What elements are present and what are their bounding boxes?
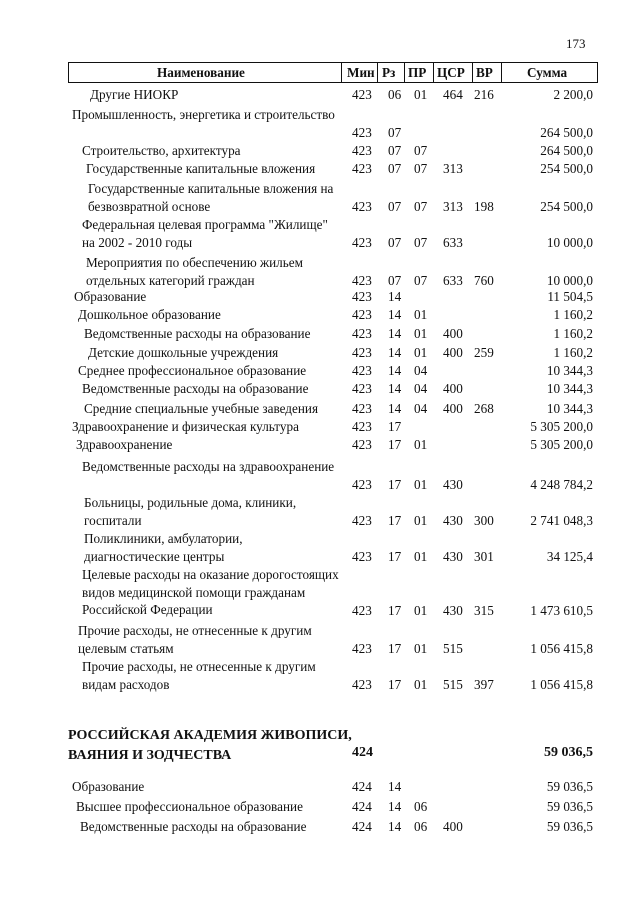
row-name: Образование: [74, 289, 147, 304]
row-csr: 430: [443, 513, 463, 528]
row-sum: 10 344,3: [546, 381, 593, 396]
row-pr: 01: [414, 641, 428, 656]
row-name: Ведомственные расходы на здравоохранение: [82, 459, 335, 474]
row-rz: 14: [388, 326, 402, 341]
row-min: 423: [352, 161, 372, 176]
row-sum: 264 500,0: [540, 125, 593, 140]
row-vr: 760: [474, 273, 494, 288]
header-min: Мин: [347, 65, 375, 80]
row-name: Здравоохранение и физическая культура: [72, 419, 299, 434]
row-min: 423: [352, 437, 372, 452]
row-min: 423: [352, 307, 372, 322]
row-pr: 07: [414, 235, 428, 250]
row-rz: 17: [388, 477, 402, 492]
row-name: Целевые расходы на оказание дорогостоящих видов медицинской помощи гражданам Российской Федерации: [82, 567, 339, 617]
row-min: 424: [352, 819, 372, 834]
row-name: Федеральная целевая программа "Жилище" на 2002 - 2010 годы: [82, 217, 328, 250]
row-pr: 06: [414, 819, 428, 834]
row-pr: 04: [414, 381, 428, 396]
row-rz: 14: [388, 345, 402, 360]
row-rz: 17: [388, 549, 402, 564]
row-rz: 17: [388, 513, 402, 528]
page-number: 173: [566, 36, 586, 51]
row-rz: 17: [388, 603, 402, 618]
row-name: Поликлиники, амбулатории, диагностические центры: [84, 531, 243, 564]
row-csr: 633: [443, 235, 463, 250]
row-sum: 34 125,4: [546, 549, 593, 564]
row-csr: 400: [443, 819, 463, 834]
row-pr: 01: [414, 477, 428, 492]
row-min: 423: [352, 235, 372, 250]
row-csr: 400: [443, 401, 463, 416]
row-min: 423: [352, 513, 372, 528]
row-sum: 1 160,2: [553, 307, 593, 322]
row-rz: 14: [388, 363, 402, 378]
row-min: 423: [352, 125, 372, 140]
row-pr: 01: [414, 87, 428, 102]
row-csr: 515: [443, 641, 463, 656]
row-min: 424: [352, 745, 373, 760]
row-sum: 59 036,5: [546, 819, 593, 834]
row-rz: 07: [388, 125, 402, 140]
row-pr: 07: [414, 273, 428, 288]
row-sum: 254 500,0: [540, 161, 593, 176]
row-rz: 07: [388, 273, 402, 288]
row-name: Ведомственные расходы на образование: [80, 819, 307, 834]
row-pr: 01: [414, 677, 428, 692]
row-rz: 14: [388, 289, 402, 304]
row-vr: 268: [474, 401, 494, 416]
row-min: 423: [352, 419, 372, 434]
row-rz: 14: [388, 307, 402, 322]
row-name: Детские дошкольные учреждения: [88, 345, 279, 360]
row-vr: 315: [474, 603, 494, 618]
row-sum: 10 000,0: [546, 235, 593, 250]
row-csr: 313: [443, 161, 463, 176]
row-name: Прочие расходы, не отнесенные к другим целевым статьям: [78, 623, 312, 656]
row-min: 423: [352, 381, 372, 396]
row-pr: 01: [414, 549, 428, 564]
column-divider: [472, 63, 473, 82]
row-rz: 07: [388, 161, 402, 176]
column-divider: [501, 63, 502, 82]
row-pr: 01: [414, 603, 428, 618]
row-pr: 01: [414, 326, 428, 341]
row-rz: 06: [388, 87, 402, 102]
row-name: Ведомственные расходы на образование: [82, 381, 309, 396]
row-csr: 400: [443, 326, 463, 341]
row-vr: 397: [474, 677, 494, 692]
column-divider: [433, 63, 434, 82]
row-vr: 301: [474, 549, 494, 564]
row-min: 423: [352, 289, 372, 304]
row-name: Прочие расходы, не отнесенные к другим видам расходов: [82, 659, 316, 692]
row-sum: 10 344,3: [546, 401, 593, 416]
row-sum: 264 500,0: [540, 143, 593, 158]
row-rz: 17: [388, 677, 402, 692]
row-rz: 07: [388, 143, 402, 158]
row-csr: 430: [443, 549, 463, 564]
row-min: 423: [352, 345, 372, 360]
row-min: 423: [352, 549, 372, 564]
row-name: Среднее профессиональное образование: [78, 363, 307, 378]
row-min: 423: [352, 641, 372, 656]
row-rz: 17: [388, 437, 402, 452]
column-divider: [341, 63, 342, 82]
row-sum: 4 248 784,2: [530, 477, 593, 492]
row-csr: 313: [443, 199, 463, 214]
row-vr: 259: [474, 345, 494, 360]
row-pr: 01: [414, 345, 428, 360]
table-header: [68, 62, 598, 83]
row-name: Промышленность, энергетика и строительство: [72, 107, 335, 122]
row-pr: 06: [414, 799, 428, 814]
row-min: 423: [352, 87, 372, 102]
row-rz: 17: [388, 641, 402, 656]
row-name: Высшее профессиональное образование: [76, 799, 303, 814]
row-pr: 01: [414, 437, 428, 452]
row-csr: 400: [443, 381, 463, 396]
row-sum: 254 500,0: [540, 199, 593, 214]
row-csr: 400: [443, 345, 463, 360]
row-rz: 07: [388, 199, 402, 214]
row-min: 423: [352, 477, 372, 492]
row-csr: 515: [443, 677, 463, 692]
row-name: Другие НИОКР: [90, 87, 179, 102]
row-name: Дошкольное образование: [78, 307, 221, 322]
row-min: 423: [352, 143, 372, 158]
row-vr: 300: [474, 513, 494, 528]
row-rz: 14: [388, 799, 402, 814]
row-name: Государственные капитальные вложения на безвозвратной основе: [88, 181, 334, 214]
row-sum: 1 056 415,8: [530, 641, 593, 656]
row-min: 423: [352, 603, 372, 618]
row-min: 424: [352, 799, 372, 814]
row-sum: 1 056 415,8: [530, 677, 593, 692]
row-vr: 198: [474, 199, 494, 214]
row-pr: 07: [414, 199, 428, 214]
row-sum: 2 741 048,3: [530, 513, 593, 528]
row-pr: 07: [414, 143, 428, 158]
row-sum: 59 036,5: [544, 745, 593, 760]
row-sum: 5 305 200,0: [530, 419, 593, 434]
row-pr: 01: [414, 513, 428, 528]
row-min: 423: [352, 326, 372, 341]
row-csr: 430: [443, 603, 463, 618]
row-name: Здравоохранение: [76, 437, 173, 452]
row-sum: 11 504,5: [547, 289, 593, 304]
row-sum: 5 305 200,0: [530, 437, 593, 452]
row-sum: 10 000,0: [546, 273, 593, 288]
row-rz: 14: [388, 401, 402, 416]
row-min: 424: [352, 779, 372, 794]
row-sum: 10 344,3: [546, 363, 593, 378]
header-csr: ЦСР: [437, 65, 465, 80]
row-sum: 1 160,2: [553, 326, 593, 341]
header-name: Наименование: [157, 65, 245, 80]
row-pr: 01: [414, 307, 428, 322]
header-rz: Рз: [382, 65, 396, 80]
row-pr: 04: [414, 363, 428, 378]
row-sum: 59 036,5: [546, 799, 593, 814]
row-pr: 04: [414, 401, 428, 416]
header-pr: ПР: [408, 65, 427, 80]
row-csr: 464: [443, 87, 463, 102]
row-name: РОССИЙСКАЯ АКАДЕМИЯ ЖИВОПИСИ, ВАЯНИЯ И ЗОДЧЕСТВА: [68, 728, 352, 763]
row-rz: 14: [388, 779, 402, 794]
row-min: 423: [352, 199, 372, 214]
row-rz: 17: [388, 419, 402, 434]
row-sum: 1 160,2: [553, 345, 593, 360]
row-name: Государственные капитальные вложения: [86, 161, 316, 176]
row-name: Ведомственные расходы на образование: [84, 326, 311, 341]
row-min: 423: [352, 401, 372, 416]
row-pr: 07: [414, 161, 428, 176]
row-rz: 07: [388, 235, 402, 250]
row-min: 423: [352, 677, 372, 692]
column-divider: [404, 63, 405, 82]
column-divider: [377, 63, 378, 82]
row-rz: 14: [388, 819, 402, 834]
header-sum: Сумма: [527, 65, 568, 80]
row-sum: 2 200,0: [553, 87, 593, 102]
row-name: Строительство, архитектура: [82, 143, 241, 158]
row-rz: 14: [388, 381, 402, 396]
row-sum: 59 036,5: [546, 779, 593, 794]
header-vr: ВР: [476, 65, 493, 80]
row-min: 423: [352, 363, 372, 378]
row-name: Больницы, родильные дома, клиники, госпитали: [84, 495, 297, 528]
row-name: Образование: [72, 779, 145, 794]
row-min: 423: [352, 273, 372, 288]
row-name: Средние специальные учебные заведения: [84, 401, 319, 416]
row-csr: 430: [443, 477, 463, 492]
row-vr: 216: [474, 87, 494, 102]
row-sum: 1 473 610,5: [530, 603, 593, 618]
row-name: Мероприятия по обеспечению жильем отдельных категорий граждан: [86, 255, 303, 288]
row-csr: 633: [443, 273, 463, 288]
